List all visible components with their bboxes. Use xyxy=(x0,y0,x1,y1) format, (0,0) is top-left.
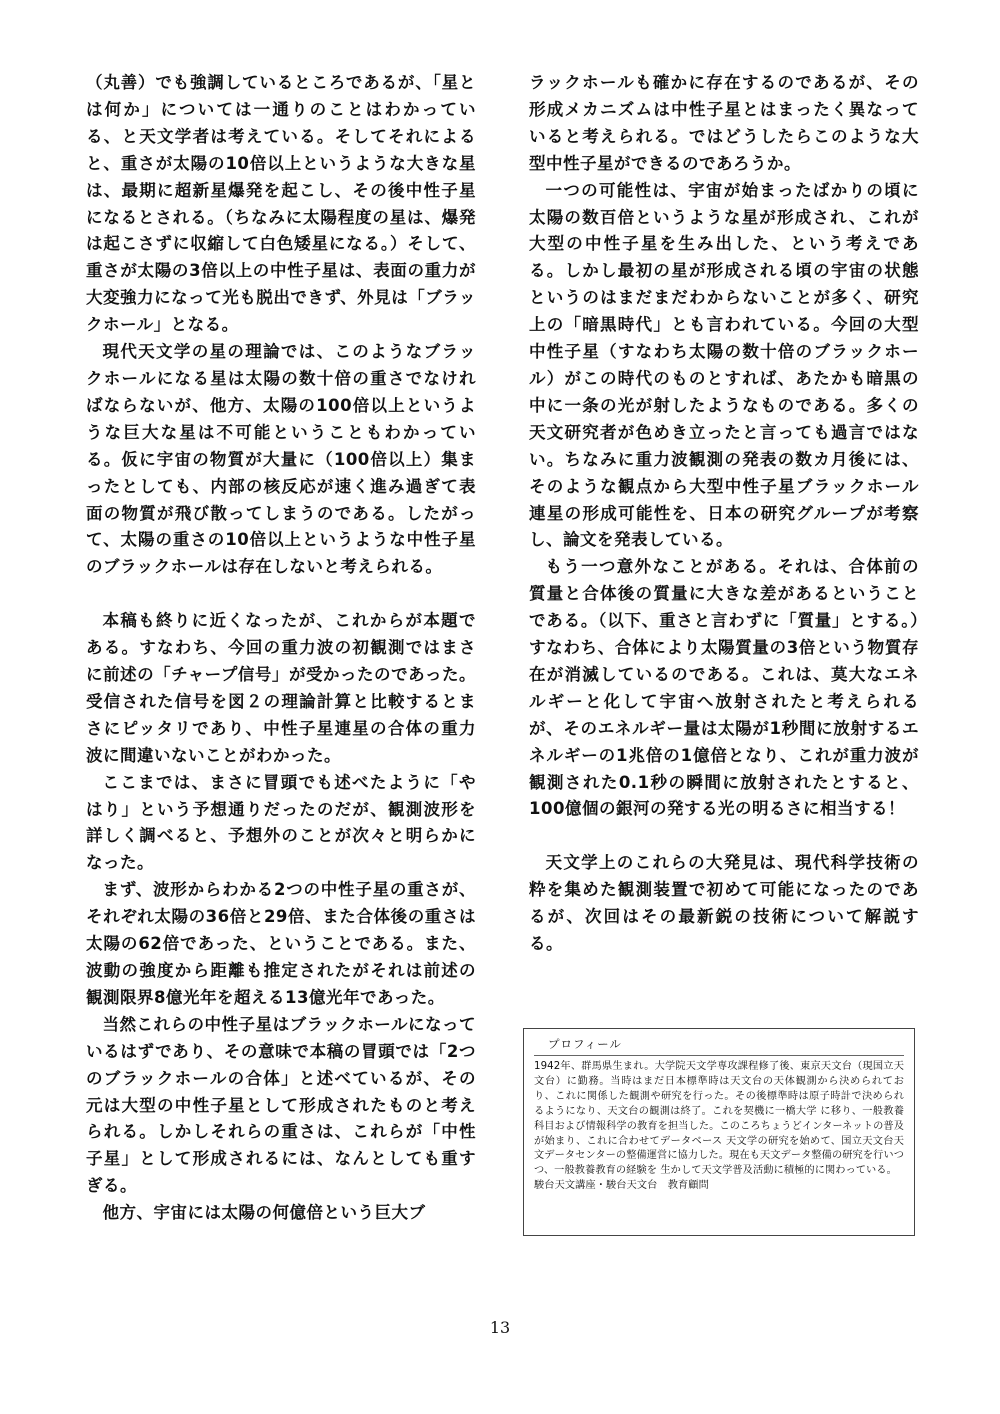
body-paragraph: （丸善）でも強調しているところであるが、「星とは何か」については一通りのことはわかっている、と天文学者は考えている。そしてそれによると、重さが太陽の10倍以上というような大きな星は、最期に超新星爆発を起こし、その後中性子星になるとされる。（ちなみに太陽程度の星は、爆発は起こさずに収縮して白色矮星になる。）そして、重さが太陽の3倍以上の中性子星は、表面の重力が大変強力になって光も脱出できず、外見は「ブラックホール」となる。 xyxy=(86,73,476,335)
body-paragraph: ここまでは、まさに冒頭でも述べたように「やはり」という予想通りだったのだが、観測波形を詳しく調べると、予想外のことが次々と明らかになった。 xyxy=(86,772,476,873)
profile-bio: 1942年、群馬県生まれ。大学院天文学専攻課程修了後、東京天文台（現国立天文台）に勤務。当時はまだ日本標準時は天文台の天体観測から決められており、これに関係した観測や研究を行った。その後標準時は原子時計で決められるようになり、天文台の観測は終了。これを契機に一橋大学 に移り、一般教養科目および情報科学の教育を担当した。このころちょうどインターネットの普及が始まり、これに合わせてデータベース 天文学の研究を始めて、国立天文台天文データセンターの整備運営に協力した。現在も天文データ整備の研究を行いつつ、一般教養教育の経験を 生かして天文学普及活動に積極的に関わっている。 xyxy=(534,1061,904,1177)
profile-box xyxy=(523,1028,915,1236)
body-paragraph: 本稿も終りに近くなったが、これからが本題である。すなわち、今回の重力波の初観測ではまさに前述の「チャープ信号」が受かったのであった。受信された信号を図２の理論計算と比較するとまさにピッタリであり、中性子星連星の合体の重力波に間違いないことがわかった。 xyxy=(86,611,476,765)
paragraph-gap xyxy=(529,823,919,850)
body-paragraph: 現代天文学の星の理論では、このようなブラックホールになる星は太陽の数十倍の重さでなければならないが、他方、太陽の100倍以上というような巨大な星は不可能ということもわかっている。仮に宇宙の物質が大量に（100倍以上）集まったとしても、内部の核反応が速く進み過ぎて表面の物質が飛び散ってしまうのである。したがって、太陽の重さの10倍以上というような中性子星のブラックホールは存在しないと考えられる。 xyxy=(86,342,476,577)
body-paragraph: 天文学上のこれらの大発見は、現代科学技術の粋を集めた観測装置で初めて可能になったのであるが、次回はその最新鋭の技術について解説する。 xyxy=(529,853,919,954)
right-column xyxy=(529,70,919,958)
paragraph-gap xyxy=(86,581,476,608)
body-paragraph: 一つの可能性は、宇宙が始まったばかりの頃に太陽の数百倍というような星が形成され、これが大型の中性子星を生み出した、という考えである。しかし最初の星が形成される頃の宇宙の状態というのはまだまだわからないことが多く、研究上の「暗黒時代」とも言われている。今回の大型中性子星（すなわち太陽の数十倍のブラックホール）がこの時代のものとすれば、あたかも暗黒の中に一条の光が射したようなものである。多くの天文研究者が色めき立ったと言っても過言ではない。ちなみに重力波観測の発表の数カ月後には、そのような観点から大型中性子星ブラックホール連星の形成可能性を、日本の研究グループが考察し、論文を発表している。 xyxy=(529,180,919,550)
page-number: 13 xyxy=(489,1318,511,1337)
profile-heading: プロフィール xyxy=(534,1037,904,1056)
body-paragraph: ラックホールも確かに存在するのであるが、その形成メカニズムは中性子星とはまったく異なっていると考えられる。ではどうしたらこのような大型中性子星ができるのであろうか。 xyxy=(529,73,919,173)
body-paragraph: もう一つ意外なことがある。それは、合体前の質量と合体後の質量に大きな差があるということである。（以下、重さと言わずに「質量」とする。）すなわち、合体により太陽質量の3倍という物質存在が消滅しているのである。これは、莫大なエネルギーと化して宇宙へ放射されたと考えられるが、そのエネルギー量は太陽が1秒間に放射するエネルギーの1兆倍の1億倍となり、これが重力波が観測された0.1秒の瞬間に放射されたとすると、100億個の銀河の発する光の明るさに相当する！ xyxy=(529,557,920,819)
left-column xyxy=(86,70,476,1227)
body-paragraph: 当然これらの中性子星はブラックホールになっているはずであり、その意味で本稿の冒頭では「2つのブラックホールの合体」と述べているが、その元は大型の中性子星として形成されたものと考えられる。しかしそれらの重さは、これらが「中性子星」として形成されるには、なんとしても重すぎる。 xyxy=(86,1014,476,1196)
body-paragraph: 他方、宇宙には太陽の何億倍という巨大ブ xyxy=(102,1203,426,1223)
body-paragraph: まず、波形からわかる2つの中性子星の重さが、それぞれ太陽の36倍と29倍、また合体後の重さは太陽の62倍であった、ということである。また、波動の強度から距離も推定されたがそれは前述の観測限界8億光年を超える13億光年であった。 xyxy=(86,880,476,1007)
profile-affiliation: 駿台天文講座・駿台天文台 教育顧問 xyxy=(534,1180,709,1192)
profile-text xyxy=(534,1060,904,1194)
